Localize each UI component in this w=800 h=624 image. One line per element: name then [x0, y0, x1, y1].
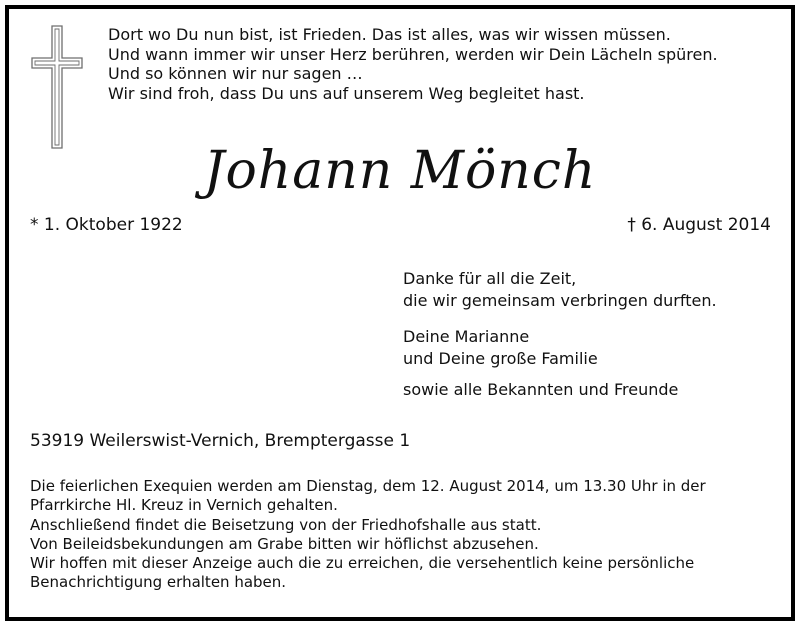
thanks-line: die wir gemeinsam verbringen durften. [403, 291, 717, 310]
poem-line: Und wann immer wir unser Herz berühren, werden wir Dein Lächeln spüren. [108, 44, 718, 64]
address: 53919 Weilerswist-Vernich, Bremptergasse 1 [30, 431, 411, 451]
funeral-details [30, 477, 775, 593]
details-line: Wir hoffen mit dieser Anzeige auch die zu erreichen, die versehentlich keine persönliche [30, 554, 695, 573]
poem-line: Und so können wir nur sagen … [108, 64, 363, 83]
thanks-text [403, 268, 717, 312]
details-line: Benachrichtigung erhalten haben. [30, 573, 287, 592]
cross-icon [30, 24, 84, 150]
signature-line: und Deine große Familie [403, 349, 598, 368]
details-line: Pfarrkirche Hl. Kreuz in Vernich gehalten. [30, 496, 338, 515]
poem-line: Wir sind froh, dass Du uns auf unserem Weg begleitet hast. [108, 83, 585, 103]
thanks-line: Danke für all die Zeit, [403, 269, 577, 288]
birth-date: * 1. Oktober 1922 [30, 215, 183, 235]
poem [108, 25, 718, 103]
details-line: Die feierlichen Exequien werden am Dienstag, dem 12. August 2014, um 13.30 Uhr in der [30, 477, 706, 495]
details-line: Von Beileidsbekundungen am Grabe bitten wir höflichst abzusehen. [30, 534, 539, 553]
signature-line: Deine Marianne [403, 327, 530, 346]
details-line: Anschließend findet die Beisetzung von der Friedhofshalle aus statt. [30, 515, 542, 534]
death-date: † 6. August 2014 [627, 215, 771, 235]
friends-line: sowie alle Bekannten und Freunde [403, 380, 679, 399]
signature [403, 326, 598, 370]
deceased-name: Johann Mönch [203, 141, 597, 201]
poem-line: Dort wo Du nun bist, ist Frieden. Das ist alles, was wir wissen müssen. [108, 25, 671, 44]
